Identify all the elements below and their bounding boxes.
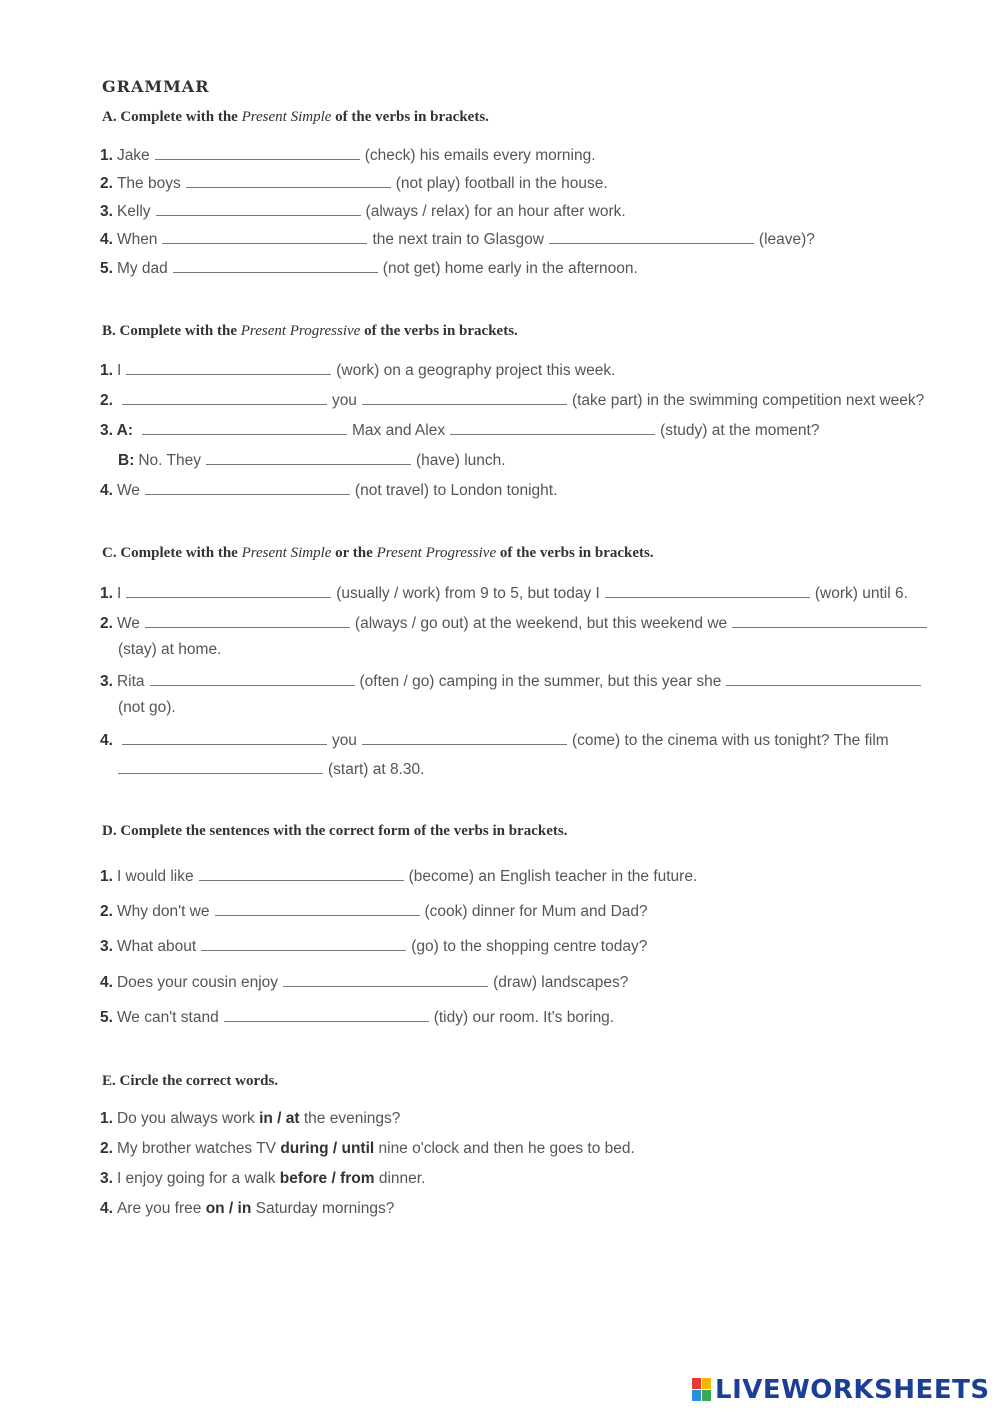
answer-blank[interactable] bbox=[142, 419, 347, 435]
e-item-1: 1. Do you always work in / at the evenings? bbox=[100, 1110, 401, 1127]
b-item-3a: 3. A: Max and Alex (study) at the moment? bbox=[100, 419, 819, 441]
a-item-4: 4. When the next train to Glasgow (leave)? bbox=[100, 228, 815, 250]
d-item-5: 5. We can't stand (tidy) our room. It's boring. bbox=[100, 1006, 614, 1028]
e-item-3: 3. I enjoy going for a walk before / from dinner. bbox=[100, 1170, 426, 1187]
answer-blank[interactable] bbox=[549, 228, 754, 244]
a-item-3: 3. Kelly (always / relax) for an hour after work. bbox=[100, 200, 626, 222]
logo-text: LIVEWORKSHEETS bbox=[715, 1375, 990, 1405]
c-item-3-cont: (not go). bbox=[118, 699, 176, 716]
circle-options[interactable]: on / in bbox=[205, 1200, 252, 1217]
a-item-1: 1. Jake (check) his emails every morning. bbox=[100, 144, 596, 166]
b-item-3b: B: No. They (have) lunch. bbox=[118, 449, 506, 471]
a-item-5: 5. My dad (not get) home early in the afternoon. bbox=[100, 257, 638, 279]
c-item-3: 3. Rita (often / go) camping in the summer, but this year she bbox=[100, 670, 926, 692]
answer-blank[interactable] bbox=[199, 865, 404, 881]
d-item-1: 1. I would like (become) an English teacher in the future. bbox=[100, 865, 697, 887]
b-item-4: 4. We (not travel) to London tonight. bbox=[100, 479, 557, 501]
c-item-2-cont: (stay) at home. bbox=[118, 641, 222, 658]
answer-blank[interactable] bbox=[186, 172, 391, 188]
answer-blank[interactable] bbox=[362, 729, 567, 745]
answer-blank[interactable] bbox=[224, 1006, 429, 1022]
answer-blank[interactable] bbox=[145, 479, 350, 495]
answer-blank[interactable] bbox=[122, 389, 327, 405]
answer-blank[interactable] bbox=[283, 971, 488, 987]
section-c-heading: C. Complete with the Present Simple or the Present Progressive of the verbs in brackets. bbox=[102, 545, 654, 561]
answer-blank[interactable] bbox=[201, 935, 406, 951]
c-item-4-cont: (start) at 8.30. bbox=[118, 758, 424, 780]
answer-blank[interactable] bbox=[145, 612, 350, 628]
logo-mark-icon bbox=[692, 1378, 712, 1402]
answer-blank[interactable] bbox=[155, 144, 360, 160]
circle-options[interactable]: in / at bbox=[259, 1110, 300, 1127]
c-item-4: 4. you (come) to the cinema with us tonight? The film bbox=[100, 729, 889, 751]
d-item-2: 2. Why don't we (cook) dinner for Mum and Dad? bbox=[100, 900, 648, 922]
answer-blank[interactable] bbox=[118, 758, 323, 774]
answer-blank[interactable] bbox=[126, 359, 331, 375]
answer-blank[interactable] bbox=[126, 582, 331, 598]
answer-blank[interactable] bbox=[215, 900, 420, 916]
answer-blank[interactable] bbox=[732, 612, 927, 628]
section-d-heading: D. Complete the sentences with the correct form of the verbs in brackets. bbox=[102, 823, 568, 839]
e-item-4: 4. Are you free on / in Saturday mornings? bbox=[100, 1200, 395, 1217]
worksheet-title: GRAMMAR bbox=[102, 77, 210, 96]
circle-options[interactable]: before / from bbox=[279, 1170, 375, 1187]
answer-blank[interactable] bbox=[173, 257, 378, 273]
answer-blank[interactable] bbox=[605, 582, 810, 598]
answer-blank[interactable] bbox=[150, 670, 355, 686]
answer-blank[interactable] bbox=[726, 670, 921, 686]
d-item-4: 4. Does your cousin enjoy (draw) landscapes? bbox=[100, 971, 628, 993]
answer-blank[interactable] bbox=[162, 228, 367, 244]
answer-blank[interactable] bbox=[362, 389, 567, 405]
answer-blank[interactable] bbox=[206, 449, 411, 465]
answer-blank[interactable] bbox=[450, 419, 655, 435]
b-item-1: 1. I (work) on a geography project this week. bbox=[100, 359, 615, 381]
e-item-2: 2. My brother watches TV during / until nine o'clock and then he goes to bed. bbox=[100, 1140, 635, 1157]
answer-blank[interactable] bbox=[156, 200, 361, 216]
liveworksheets-logo bbox=[692, 1374, 990, 1406]
a-item-2: 2. The boys (not play) football in the house. bbox=[100, 172, 608, 194]
section-a-heading: A. Complete with the Present Simple of the verbs in brackets. bbox=[102, 109, 489, 125]
section-b-heading: B. Complete with the Present Progressive of the verbs in brackets. bbox=[102, 323, 518, 339]
d-item-3: 3. What about (go) to the shopping centre today? bbox=[100, 935, 647, 957]
section-e-heading: E. Circle the correct words. bbox=[102, 1073, 279, 1089]
c-item-2: 2. We (always / go out) at the weekend, but this weekend we bbox=[100, 612, 932, 634]
circle-options[interactable]: during / until bbox=[280, 1140, 375, 1157]
answer-blank[interactable] bbox=[122, 729, 327, 745]
b-item-2: 2. you (take part) in the swimming competition next week? bbox=[100, 389, 924, 411]
c-item-1: 1. I (usually / work) from 9 to 5, but today I (work) until 6. bbox=[100, 582, 908, 604]
